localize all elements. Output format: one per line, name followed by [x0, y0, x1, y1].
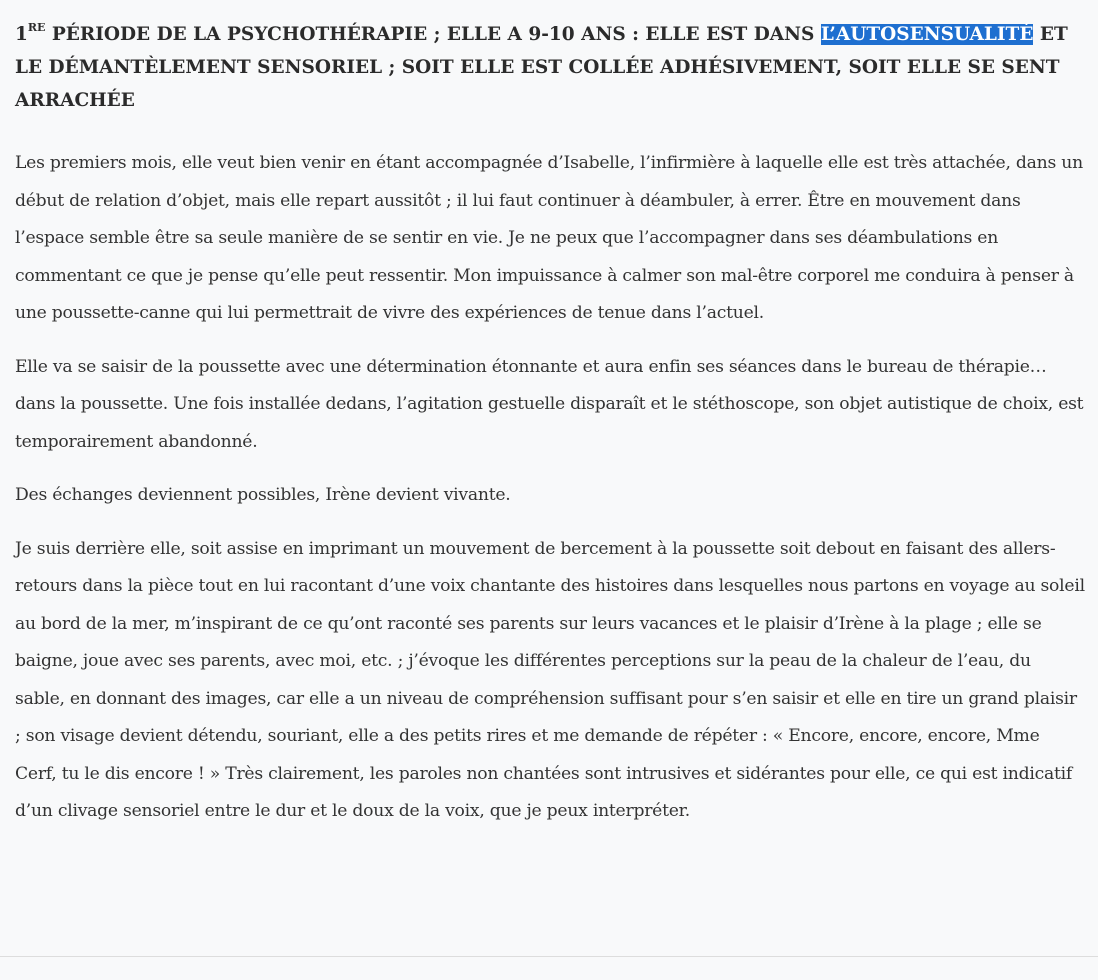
heading-text-end: ET LE DÉMANTÈLEMENT SENSORIEL ; SOIT ELLE EST COLLÉE ADHÉSIVEMENT, SOIT ELLE SE SENT ARRACHÉE	[15, 24, 1068, 111]
selected-text-highlight[interactable]: L’AUTOSENSUALITÉ	[820, 24, 1034, 45]
article-body	[15, 18, 1085, 847]
paragraph-1: Les premiers mois, elle veut bien venir en étant accompagnée d’Isabelle, l’infirmière à laquelle elle est très attachée, dans un début de relation d’objet, mais elle repart aussitôt ; il lui faut continuer à déambuler, à errer. Être en mouvement dans l’espace semble être sa seule manière de se sentir en vie. Je ne peux que l’accompagner dans ses déambulations en commentant ce que je pense qu’elle peut ressentir. Mon impuissance à calmer son mal-être corporel me conduira à penser à une poussette-canne qui lui permettrait de vivre des expériences de tenue dans l’actuel.	[15, 153, 1083, 323]
bottom-divider	[0, 956, 1098, 957]
section-heading	[15, 18, 1085, 117]
heading-number: 1	[15, 24, 28, 45]
paragraph-3: Des échanges deviennent possibles, Irène devient vivante.	[15, 485, 511, 505]
paragraph-4: Je suis derrière elle, soit assise en imprimant un mouvement de bercement à la poussette soit debout en faisant des allers-retours dans la pièce tout en lui racontant d’une voix chantante des histoires dans lesquelles nous partons en voyage au soleil au bord de la mer, m’inspirant de ce qu’ont raconté ses parents sur leurs vacances et le plaisir d’Irène à la plage ; elle se baigne, joue avec ses parents, avec moi, etc. ; j’évoque les différentes perceptions sur la peau de la chaleur de l’eau, du sable, en donnant des images, car elle a un niveau de compréhension suffisant pour s’en saisir et elle en tire un grand plaisir ; son visage devient détendu, souriant, elle a des petits rires et me demande de répéter : « Encore, encore, encore, Mme Cerf, tu le dis encore ! » Très clairement, les paroles non chantées sont intrusives et sidérantes pour elle, ce qui est indicatif d’un clivage sensoriel entre le dur et le doux de la voix, que je peux interpréter.	[15, 538, 1085, 821]
heading-ordinal-suffix: RE	[27, 21, 46, 34]
paragraph-2: Elle va se saisir de la poussette avec une détermination étonnante et aura enfin ses séances dans le bureau de thérapie… dans la poussette. Une fois installée dedans, l’agitation gestuelle disparaît et le stéthoscope, son objet autistique de choix, est temporairement abandonné.	[15, 356, 1084, 452]
heading-text-start: PÉRIODE DE LA PSYCHOTHÉRAPIE ; ELLE A 9-10 ANS : ELLE EST DANS	[45, 24, 821, 45]
